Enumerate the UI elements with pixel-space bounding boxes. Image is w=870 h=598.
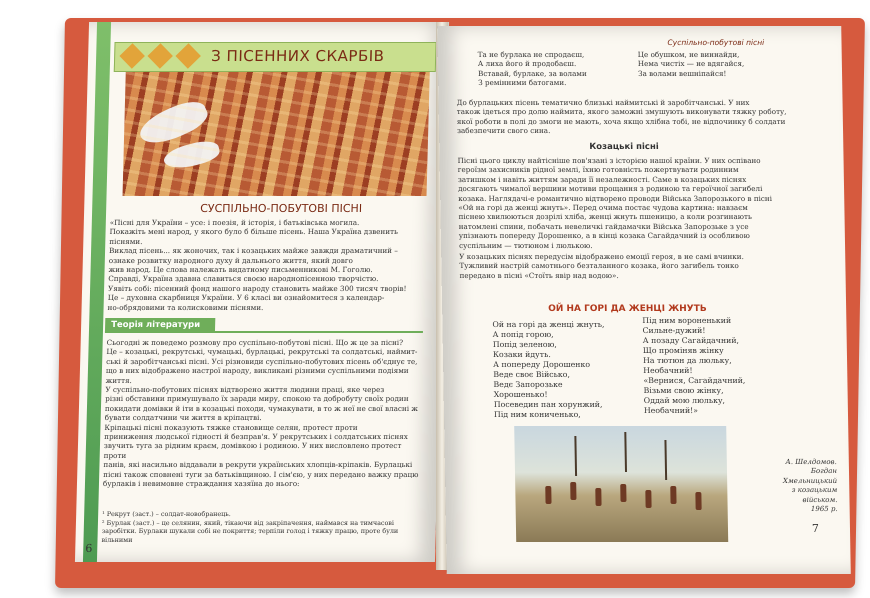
header-band [114,42,437,72]
body-text: Сьогодні ж поведемо розмову про суспільно-побутові пісні. Що ж це за пісні? Це – козацькі, рекрутські, чумацькі, бурлацькі, рекрутські та солдатські, наймит- ські й заробітчанські пісні. Усі різновиди суспільно-побутових пісень об'єднує те, що в них відображено настрої народу, викликані різними суспільними подіями життя. У суспільно-побутових піснях відтворено життя людини праці, яке через різні обставини примушувало їх заради миру, спокою та добробуту своїх родин покидати домівки й іти в козацькі походи, чумакувати, в то ж неї не свої власні ж бувати солдатчини чи життя в кріпацтві. Кріпацькі пісні показують тяжке становище селян, протест проти приниження людської гідності й безправ'я. У рекрутських і солдатських піснях звучить туга за рідним краєм, домівкою і родиною. У них висловлено протест проти панів, які насильно віддавали в рекрути українських хлопців-кріпаків. Бурлацькі пісні також сповнені туги за батьківщиною. І сім'єю, у них передано важку працю бурлаків і невимовне страждання хазяїна до нього: [102,338,419,489]
rider-figure [545,486,551,504]
battle-painting [514,426,728,542]
crane-icon [162,137,222,173]
rider-figure [670,486,676,504]
right-page [437,26,851,574]
intro-text: «Пісні для України – усе: і поезія, й історія, і батьківська могила. Покажіть мені народ, у якого було б більше пісень. Наша Україна дзвенить піснями. Виклад пісень... як жоночих, так і козацьких майже завжди драматичний – ознаке розвитку народного духу й дальнього життя, який довго жив народ. Це слова належать видатному письменникові М. Гоголю. Справді, Україна здавна славиться своєю народнопісенною творчістю. Уявіть собі: пісенний фонд нашого народу становить майже 300 тисяч творів! Це – духовна скарбниця України. У 6 класі ви ознайомитеся з календар- но-обрядовими та колисковими піснями. [107,218,407,312]
page-number: 6 [85,542,93,555]
footnotes: ¹ Рекрут (заст.) – солдат-новобранець. ² Бурлак (заст.) – це селянин, який, тікаючи від закріпачення, наймався на тимчасові заробітки. Бурлаки шукали собі не покриття; терпіли голод і тяжку працю, проте були вільними [101,510,399,544]
header-title: З ПІСЕННИХ СКАРБІВ [210,47,385,65]
section-title: СУСПІЛЬНО-ПОБУТОВІ ПІСНІ [200,202,363,215]
paragraph-1: До бурлацьких пісень тематично близькі наймитські й заробітчанські. У них також ідеться про долю наймита, якого заможні змушують виконувати тяжку роботу, якої роботи в полі до змоги не мають, хоча якщо хлібна тобі, не відпочинку б солдати забезпечити свого сина. [456,98,787,136]
banner-pole [624,432,627,472]
paragraph-2: Пісні цього циклу найтісніше пов'язані з історією нашої країни. У них оспівано героїзм захисників рідної землі, їхню готовність пожертвувати родинним затишком і навіть життям заради її незалежності. Саме в козацьких піснях досягають чималої вершини мотиви прощання з родиною та героїчної загибелі козака. Наглядачі-е романтично відтворено проводи Війська Запорозького в пісні «Ой на горі да женці жнуть». Перед очима постає чудова картина: навзаєм піснею хвилюються дозрілі хліба, женці жнуть пшеницю, а коли розгинають натомлені спини, побачать невеличкі гайдамачки Війська Запорозьке з усе упізнають попереду Дорошенко, а в кінці козака Сагайдачний із особливою суспільним — тютюном і люлькою. [457,156,773,250]
rider-figure [595,488,601,506]
ornament-icon [119,43,144,68]
rider-figure [620,484,626,502]
running-head: Суспільно-побутові пісні [667,38,765,47]
song-verse-right: Під ним вороненький Сильне-дужий! А позаду Сагайдачний, Що проміняв жінку На тютюн да люльку, Необачний! «Вернися, Сагайдачний, Візьми свою жінку, Оддай мою люльку, Необачний!» [642,316,746,415]
left-page [75,22,449,562]
page-number: 7 [811,522,820,535]
paragraph-3: У козацьких піснях передусім відображено емоції героя, в не самі вчинки. Тужливий настрій самотнього безталанного козака, його загибель тонко передано в пісні «Стоїть явір над водою». [459,252,744,280]
crane-icon [135,95,211,152]
painting-caption: А. Шелдомов. Богдан Хмельницький з козацьким військом. 1965 р. [782,458,838,514]
embroidery-illustration [123,68,430,196]
theory-label: Теорія літератури [105,318,215,332]
rider-figure [695,492,701,510]
verse-top-left: Та не бурлака не спродаєш, А лиха його й продобаєш. Вставай, бурлаке, за волами З ремінними батогами. [477,50,587,88]
song-title: ОЙ НА ГОРІ ДА ЖЕНЦІ ЖНУТЬ [548,304,707,314]
ornament-icon [175,43,200,68]
rider-figure [645,490,651,508]
ornament-icon [147,43,172,68]
banner-pole [574,436,577,476]
divider [105,331,423,333]
banner-pole [664,440,667,480]
song-verse-left: Ой на горі да женці жнуть, А попід горою, Попід зеленою, Козаки йдуть. А попереду Дорошенко Веде своє Військо, Ведє Запорозьке Хорошенько! Посеведин пан хорунжий, Під ним кониченько, [492,320,605,419]
kozak-heading: Козацькі пісні [589,142,659,152]
rider-figure [570,482,576,500]
verse-top-right: Це обушком, не виннайди, Нема чистіх — не вдягайся, За волами вешніпайся! [637,50,745,78]
